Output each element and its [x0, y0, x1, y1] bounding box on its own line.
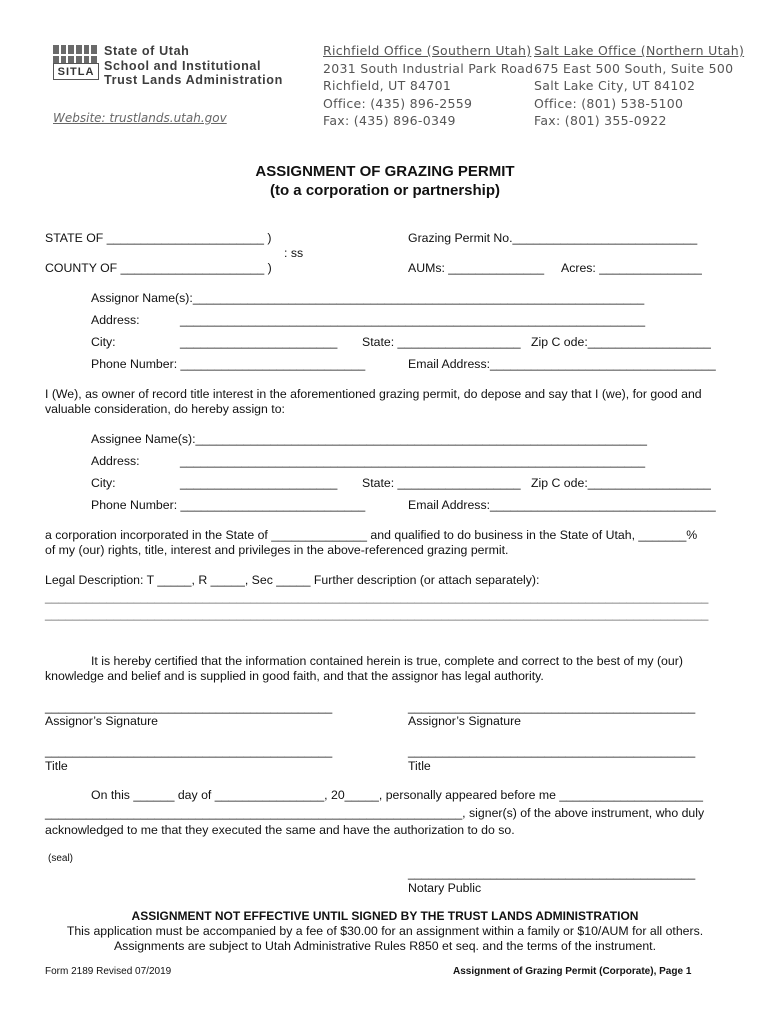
- ss-marker: : ss: [284, 246, 304, 260]
- corporation-statement-line[interactable]: a corporation incorporated in the State of ______________ and qualified to do business in the State of Utah, _______%: [45, 528, 698, 542]
- assignor-address-field[interactable]: ____________________________________________________________________: [180, 313, 646, 327]
- notary-signature-line[interactable]: __________________________________________: [408, 866, 696, 880]
- assignee-email-field[interactable]: Email Address:_________________________________: [408, 498, 716, 512]
- office-city: Salt Lake City, UT 84102: [534, 78, 696, 93]
- logo-wordmark: SITLA: [53, 63, 99, 80]
- richfield-office: [323, 42, 533, 130]
- assignee-address-field[interactable]: ____________________________________________________________________: [180, 454, 646, 468]
- notary-statement-line[interactable]: _____________________________________________________________, signer(s) of the above instrument, who duly: [45, 806, 705, 820]
- office-address: 675 East 500 South, Suite 500: [534, 60, 734, 76]
- county-of-field[interactable]: COUNTY OF _____________________ ): [45, 261, 272, 275]
- assignor-signature-label: Assignor’s Signature: [45, 714, 159, 728]
- office-address: 2031 South Industrial Park Road: [323, 60, 534, 76]
- acres-field[interactable]: Acres: _______________: [561, 261, 702, 275]
- legal-description-field[interactable]: Legal Description: T _____, R _____, Sec _____ Further description (or attach separately):: [45, 573, 540, 587]
- office-heading: Salt Lake Office (Northern Utah): [534, 43, 745, 58]
- agency-name-line: Trust Lands Administration: [104, 73, 283, 87]
- depose-statement-line: valuable consideration, do hereby assign to:: [45, 402, 285, 416]
- office-phone: Office: (435) 896-2559: [323, 95, 473, 111]
- assignor-email-field[interactable]: Email Address:_________________________________: [408, 357, 716, 371]
- address-label: Address:: [91, 313, 140, 327]
- fee-notice: This application must be accompanied by a fee of $30.00 for an assignment within a family or $10/AUM for all others.: [66, 924, 704, 938]
- assignor-phone-field[interactable]: Phone Number: ___________________________: [91, 357, 366, 371]
- website-link[interactable]: Website: trustlands.utah.gov: [53, 111, 227, 125]
- form-subtitle: (to a corporation or partnership): [269, 182, 500, 199]
- legal-description-blank-line[interactable]: _________________________________________________________________________________________________: [45, 607, 709, 621]
- notary-public-label: Notary Public: [408, 881, 482, 895]
- agency-name-line: State of Utah: [104, 44, 190, 58]
- office-city: Richfield, UT 84701: [323, 78, 452, 93]
- agency-name: [104, 44, 283, 88]
- city-label: City:: [91, 335, 116, 349]
- corporation-statement-line: of my (our) rights, title, interest and privileges in the above-referenced grazing permit.: [45, 543, 509, 557]
- effective-notice: ASSIGNMENT NOT EFFECTIVE UNTIL SIGNED BY THE TRUST LANDS ADMINISTRATION: [131, 909, 639, 923]
- assignee-city-field[interactable]: _______________________: [180, 476, 338, 490]
- depose-statement-line: I (We), as owner of record title interest in the aforementioned grazing permit, do depose and say that I (we), for good and: [45, 387, 702, 401]
- rules-notice: Assignments are subject to Utah Administrative Rules R850 et seq. and the terms of the instrument.: [113, 939, 656, 953]
- office-fax: Fax: (435) 896-0349: [323, 113, 456, 128]
- aums-field[interactable]: AUMs: ______________: [408, 261, 545, 275]
- assignor-state-field[interactable]: State: __________________: [362, 335, 521, 349]
- address-label: Address:: [91, 454, 140, 468]
- legal-description-blank-line[interactable]: _________________________________________________________________________________________________: [45, 590, 709, 604]
- office-heading: Richfield Office (Southern Utah): [323, 43, 532, 58]
- certification-line: It is hereby certified that the information contained herein is true, complete and correct to the best of my (our): [91, 654, 683, 668]
- form-number: Form 2189 Revised 07/2019: [45, 966, 172, 977]
- certification-line: knowledge and belief and is supplied in good faith, and that the assignor has legal authority.: [45, 669, 544, 683]
- seal-label: (seal): [48, 853, 74, 864]
- assignee-names-field[interactable]: Assignee Name(s):__________________________________________________________________: [91, 432, 647, 446]
- assignor-city-field[interactable]: _______________________: [180, 335, 338, 349]
- office-fax: Fax: (801) 355-0922: [534, 113, 667, 128]
- assignor-signature-line-left[interactable]: __________________________________________: [45, 700, 333, 714]
- assignor-names-field[interactable]: Assignor Name(s):__________________________________________________________________: [91, 291, 645, 305]
- page-label: Assignment of Grazing Permit (Corporate), Page 1: [453, 966, 692, 977]
- assignee-state-field[interactable]: State: __________________: [362, 476, 521, 490]
- grazing-permit-no-field[interactable]: Grazing Permit No.___________________________: [408, 231, 698, 245]
- title-line-right[interactable]: __________________________________________: [408, 744, 696, 758]
- saltlake-office: [534, 42, 744, 130]
- state-of-field[interactable]: STATE OF _______________________ ): [45, 231, 272, 245]
- assignee-phone-field[interactable]: Phone Number: ___________________________: [91, 498, 366, 512]
- title-label: Title: [408, 759, 431, 773]
- form-title: ASSIGNMENT OF GRAZING PERMIT: [255, 163, 515, 180]
- title-line-left[interactable]: __________________________________________: [45, 744, 333, 758]
- agency-name-line: School and Institutional: [104, 58, 262, 73]
- assignee-zip-field[interactable]: Zip C ode:__________________: [531, 476, 711, 490]
- title-label: Title: [45, 759, 68, 773]
- city-label: City:: [91, 476, 116, 490]
- notary-statement-line: acknowledged to me that they executed the same and have the authorization to do so.: [45, 823, 515, 837]
- assignor-zip-field[interactable]: Zip C ode:__________________: [531, 335, 711, 349]
- assignor-signature-label: Assignor’s Signature: [408, 714, 522, 728]
- notary-statement-line[interactable]: On this ______ day of ________________, 20_____, personally appeared before me _____________________: [91, 788, 703, 802]
- assignor-signature-line-right[interactable]: __________________________________________: [408, 700, 696, 714]
- office-phone: Office: (801) 538-5100: [534, 95, 684, 111]
